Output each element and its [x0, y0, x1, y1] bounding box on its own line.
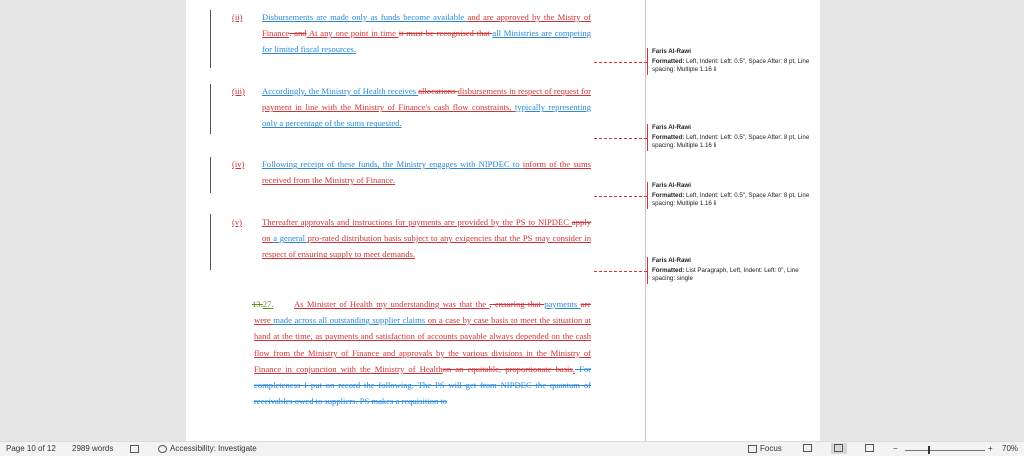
comment-author: Faris Al-Rawi	[652, 257, 691, 264]
change-bar	[210, 10, 211, 68]
web-layout-button[interactable]	[862, 443, 878, 454]
revision-balloon[interactable]	[647, 182, 820, 209]
read-mode-button[interactable]	[800, 443, 816, 454]
item-text	[262, 159, 591, 185]
item-text	[262, 86, 591, 128]
tracked-change-segment: Thereafter approvals and instructions for payments are provided by the PS to NIPDEC	[262, 217, 572, 227]
tracked-change-segment: made across all outstanding supplier claims	[273, 315, 428, 326]
list-number: (ii)	[232, 12, 243, 22]
status-bar	[0, 441, 1024, 456]
change-bar	[210, 214, 211, 270]
comment-text: Left, Indent: Left: 0.5", Space After: 8 pt, Line spacing: Multiple 1.16 li	[652, 57, 810, 74]
word-count[interactable]: 2989 words	[72, 444, 114, 453]
list-item-iii[interactable]	[232, 83, 591, 132]
revision-balloon[interactable]	[647, 48, 820, 75]
list-item-ii[interactable]	[232, 9, 592, 58]
accessibility-icon	[158, 445, 167, 453]
tracked-change-segment: Following receipt of these funds, the Ministry engages with NIPDEC to	[262, 159, 523, 169]
tracked-change-segment: .	[572, 363, 575, 374]
tracked-change-segment: typically representing only a percentage of the sums requested.	[262, 102, 591, 129]
tracked-change-segment: Accordingly, the Ministry of Health receives	[262, 86, 419, 96]
comment-leader	[594, 271, 647, 272]
tracked-change-segment: are	[580, 299, 591, 309]
tracked-change-segment: As Minister of Health my understanding was that the	[294, 299, 490, 309]
tracked-change-segment: on	[262, 233, 274, 244]
tracked-change-segment: At any one point in time	[306, 28, 399, 39]
comment-author: Faris Al-Rawi	[652, 182, 691, 189]
markup-pane-divider	[645, 0, 646, 441]
list-number: (iii)	[232, 86, 245, 96]
paragraph-text	[254, 299, 591, 406]
page-count[interactable]: Page 10 of 12	[6, 444, 56, 453]
zoom-slider-thumb[interactable]	[928, 446, 930, 454]
paragraph-number	[252, 296, 274, 312]
comment-label: Formatted:	[652, 57, 685, 65]
focus-icon	[748, 445, 757, 453]
comment-author: Faris Al-Rawi	[652, 124, 691, 131]
tracked-change-segment: a general	[273, 233, 308, 244]
paragraph-27[interactable]	[254, 296, 591, 409]
document-page[interactable]	[186, 0, 820, 441]
item-text	[262, 12, 591, 54]
comment-text: Left, Indent: Left: 0.5", Space After: 8 pt, Line spacing: Multiple 1.16 li	[652, 191, 810, 208]
comment-label: Formatted:	[652, 191, 685, 199]
list-number: (iv)	[232, 159, 245, 169]
tracked-change-segment: disbursements in respect of request for payment in line with the Ministry of Finance's cash flow constraints,	[262, 86, 591, 113]
focus-label: Focus	[760, 444, 782, 453]
comment-label: Formatted:	[652, 266, 685, 274]
tracked-change-segment: on a case by case basis to meet the situation at hand at the time, as payments and satisfaction of accounts payable always depended on the cash flow from the Ministry of Finance and approvals by the various divisions in the Ministry of Finance in conjunction with the Ministry of Health	[254, 315, 591, 374]
list-item-v[interactable]	[232, 214, 591, 263]
print-layout-button[interactable]	[831, 443, 847, 454]
tracked-change-segment: pro-rated distribution basis subject to any exigencies that the PS may consider in respect of ensuring supply to meet demands.	[262, 233, 591, 260]
tracked-change-segment: it must be recognised that	[398, 28, 493, 39]
revision-balloon[interactable]	[647, 124, 820, 151]
comment-leader	[594, 62, 647, 63]
list-item-iv[interactable]	[232, 156, 592, 188]
tracked-change-segment: payments	[544, 299, 581, 309]
tracked-change-segment: of Finance	[262, 12, 592, 39]
tracked-change-segment: Mistry	[557, 12, 581, 22]
proofing-icon[interactable]	[130, 444, 142, 453]
web-layout-icon	[865, 444, 874, 452]
tracked-change-segment: all Ministries are competing for limited fiscal resources.	[262, 28, 591, 55]
tracked-change-segment: , ensuring that	[489, 299, 545, 309]
tracked-change-segment: and are approved by the	[467, 12, 558, 22]
focus-button[interactable]	[748, 444, 782, 453]
tracked-change-segment: on an equitable, proportionate basis	[442, 363, 573, 374]
revision-balloon[interactable]	[647, 257, 820, 284]
zoom-in-button[interactable]: +	[988, 444, 993, 453]
zoom-out-button[interactable]: −	[893, 444, 898, 453]
book-icon	[803, 444, 812, 452]
tracked-change-segment: inform of the sums received from the Ministry of Finance.	[262, 159, 592, 186]
list-number: (v)	[232, 217, 243, 227]
tracked-change-segment: allocations	[418, 86, 458, 96]
page-icon	[834, 444, 843, 452]
change-bar	[210, 157, 211, 193]
comment-leader	[594, 138, 647, 139]
zoom-level[interactable]: 70%	[1002, 444, 1019, 453]
new-paragraph-number: 27.	[262, 299, 274, 309]
change-bar	[210, 84, 211, 134]
accessibility-label: Accessibility: Investigate	[170, 444, 257, 453]
comment-author: Faris Al-Rawi	[652, 48, 691, 55]
zoom-slider[interactable]	[905, 450, 985, 451]
comment-text: Left, Indent: Left: 0.5", Space After: 8 pt, Line spacing: Multiple 1.16 li	[652, 133, 810, 150]
tracked-change-segment: Disbursements are made only as funds become available	[262, 12, 468, 22]
comment-leader	[594, 196, 647, 197]
comment-label: Formatted:	[652, 133, 685, 141]
tracked-change-segment: . and	[289, 28, 307, 39]
tracked-change-segment: For completeness I put on record the following. The PS will get from NIPDEC the quantum of receivables owed to suppliers. PS makes a requisition to	[254, 363, 591, 407]
tracked-change-segment: apply	[571, 217, 591, 227]
item-text	[262, 217, 591, 259]
tracked-change-segment: were	[254, 315, 274, 326]
accessibility-status[interactable]	[158, 444, 257, 453]
comment-text: List Paragraph, Left, Indent: Left: 0", Line spacing: single	[652, 266, 799, 283]
old-paragraph-number: 13.	[252, 299, 263, 309]
